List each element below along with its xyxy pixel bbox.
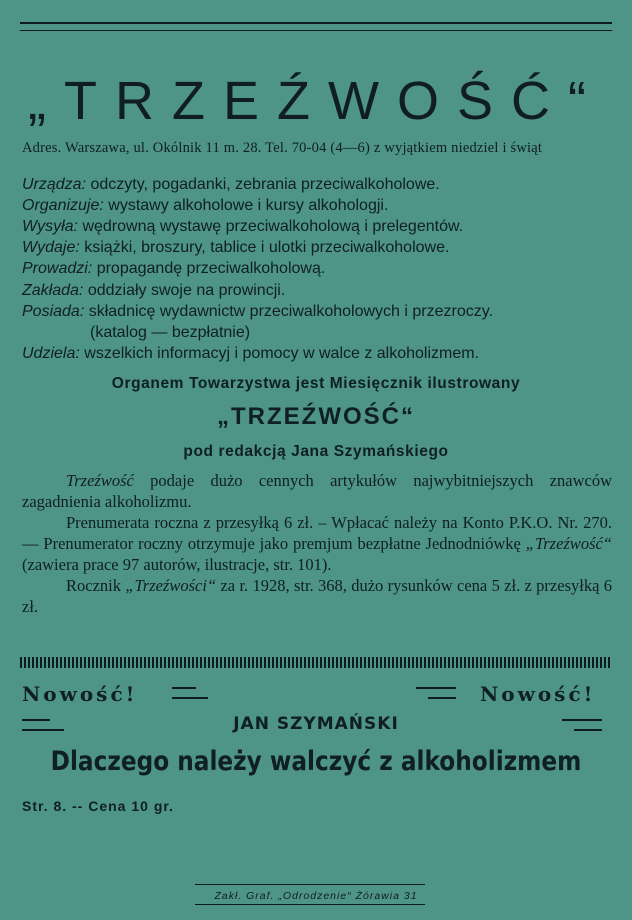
activity-text: (katalog — bezpłatnie)	[90, 324, 251, 341]
activity-line	[90, 324, 632, 342]
ornamental-divider	[20, 657, 612, 668]
subscription-text	[22, 470, 612, 617]
paragraph-text: podaje dużo cennych artykułów najwybitniejszych znawców zagadnienia alkoholizmu.	[22, 471, 612, 511]
organ-heading: Organem Towarzystwa jest Miesięcznik ilustrowany	[111, 375, 521, 392]
activity-line	[22, 282, 622, 300]
activity-text: wszelkich informacyj i pomocy w walce z alkoholizmem.	[79, 345, 480, 362]
activity-line	[22, 218, 622, 236]
paragraph-text: za r. 1928, str. 368, dużo rysunków cena 5 zł. z przesyłką 6 zł.	[22, 576, 612, 616]
paragraph	[22, 470, 612, 512]
italic-title: Trzeźwość	[66, 471, 134, 490]
address-line: Adres. Warszawa, ul. Okólnik 11 m. 28. Tel. 70-04 (4—6) z wyjątkiem niedziel i świąt	[22, 140, 543, 156]
activity-verb: Wydaje:	[22, 239, 80, 256]
decorative-dash	[562, 719, 602, 731]
activity-verb: Udziela:	[22, 345, 80, 362]
activity-text: propagandę przeciwalkoholową.	[92, 260, 326, 277]
activity-text: wędrowną wystawę przeciwalkoholową i prelegentów.	[78, 218, 464, 235]
activity-line	[22, 239, 622, 257]
activity-verb: Zakłada:	[22, 282, 84, 299]
book-title: Dlaczego należy walczyć z alkoholizmem	[50, 746, 582, 777]
book-price: Str. 8. -- Cena 10 gr.	[22, 798, 174, 814]
top-rule-thin	[20, 30, 612, 31]
activity-verb: Urządza:	[22, 176, 87, 193]
decorative-dash	[172, 687, 208, 699]
activity-verb: Wysyła:	[22, 218, 78, 235]
paragraph-text: Rocznik	[66, 576, 126, 595]
decorative-dash	[416, 687, 456, 699]
printer-imprint: Zakł. Graf. „Odrodzenie“ Żórawia 31	[214, 890, 418, 902]
activity-text: oddziały swoje na prowincji.	[83, 282, 286, 299]
masthead-title: „TRZEŹWOŚĆ“	[28, 71, 604, 131]
activity-line	[22, 176, 622, 194]
italic-title: „Trzeźwość“	[525, 534, 612, 553]
paragraph-text: (zawiera prace 97 autorów, ilustracje, str. 101).	[22, 555, 332, 574]
top-rule	[20, 22, 612, 24]
activity-line	[22, 260, 622, 278]
activity-text: składnicę wydawnictw przeciwalkoholowych i przezroczy.	[84, 303, 494, 320]
new-label-left: Nowość!	[22, 682, 138, 706]
activity-verb: Posiada:	[22, 303, 85, 320]
activity-line	[22, 197, 622, 215]
editor-line: pod redakcją Jana Szymańskiego	[183, 443, 449, 460]
activity-text: odczyty, pogadanki, zebrania przeciwalkoholowe.	[86, 176, 440, 193]
magazine-title: „TRZEŹWOŚĆ“	[217, 403, 415, 430]
activity-verb: Prowadzi:	[22, 260, 93, 277]
italic-title: „Trzeźwości“	[125, 576, 217, 595]
activity-text: książki, broszury, tablice i ulotki przeciwalkoholowe.	[79, 239, 450, 256]
activity-text: wystawy alkoholowe i kursy alkohologji.	[103, 197, 389, 214]
book-author: JAN SZYMAŃSKI	[233, 714, 399, 734]
imprint-rule	[195, 904, 425, 905]
imprint-rule	[195, 884, 425, 885]
paragraph-text: Prenumerata roczna z przesyłką 6 zł. – Wpłacać należy na Konto P.K.O. Nr. 270. — Prenumerator roczny otrzymuje jako premjum bezpłatne Jednodniówkę	[22, 513, 612, 553]
paragraph	[22, 575, 612, 617]
activity-verb: Organizuje:	[22, 197, 104, 214]
paragraph	[22, 512, 612, 575]
activity-line	[22, 345, 622, 363]
activity-line	[22, 303, 622, 321]
new-label-right: Nowość!	[480, 682, 596, 706]
